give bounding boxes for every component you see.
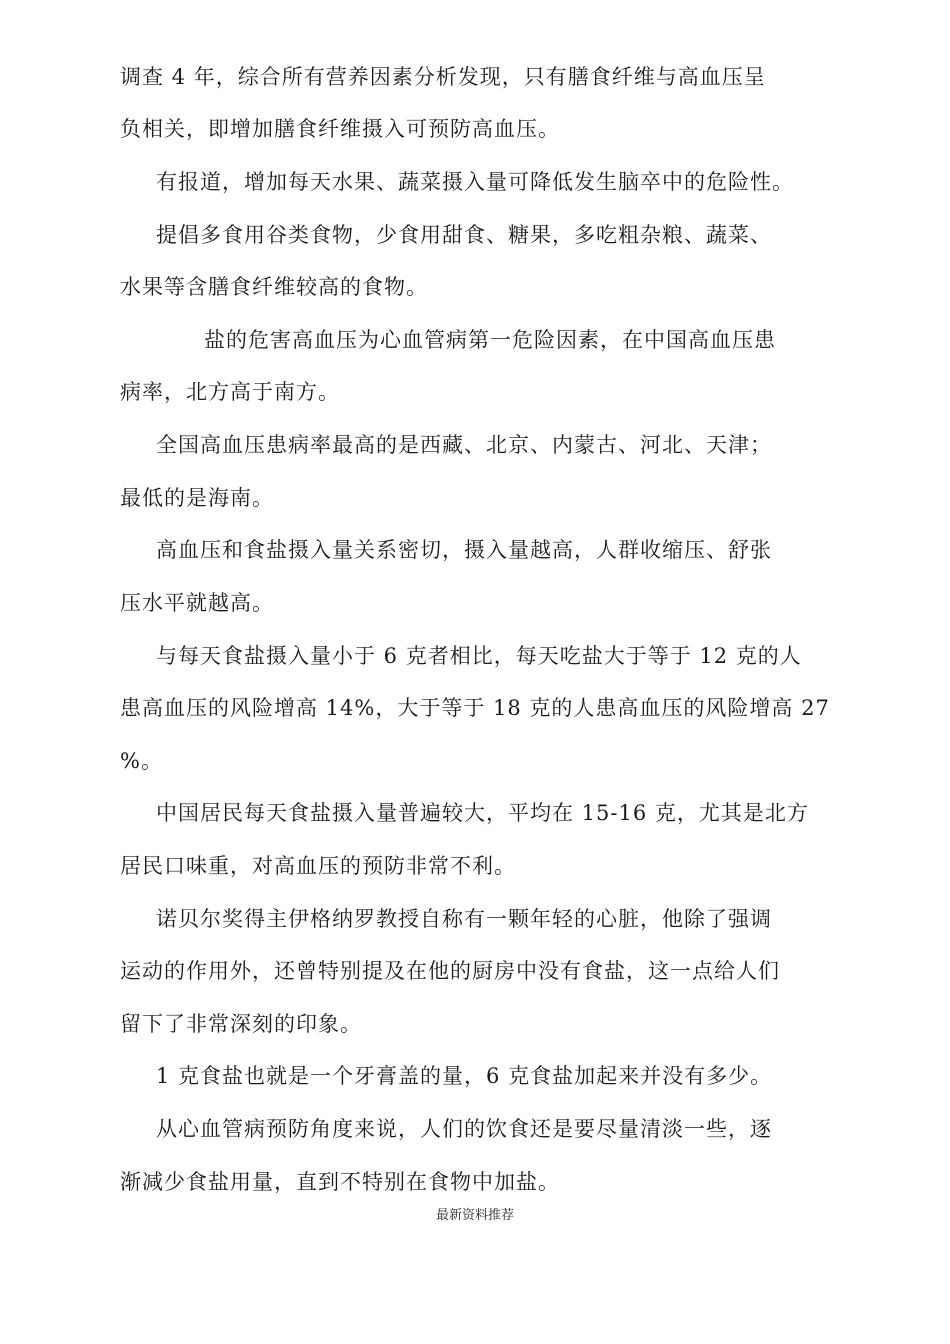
- text-line: 最低的是海南。: [120, 486, 274, 510]
- text-line: 水果等含膳食纤维较高的食物。: [120, 275, 428, 299]
- text-line: 提倡多食用谷类食物，少食用甜食、糖果，多吃粗杂粮、蔬菜、: [156, 223, 772, 247]
- text-line: 留下了非常深刻的印象。: [120, 1012, 362, 1036]
- text-line: 病率，北方高于南方。: [120, 380, 340, 404]
- text-line: 高血压和食盐摄入量关系密切，摄入量越高，人群收缩压、舒张: [156, 538, 772, 562]
- text-line: 压水平就越高。: [120, 591, 274, 615]
- text-line: %。: [120, 749, 163, 773]
- text-line: 全国高血压患病率最高的是西藏、北京、内蒙古、河北、天津；: [156, 433, 772, 457]
- text-line: 渐减少食盐用量，直到不特别在食物中加盐。: [120, 1170, 560, 1194]
- text-line: 1 克食盐也就是一个牙膏盖的量，6 克食盐加起来并没有多少。: [156, 1064, 773, 1088]
- text-line: 居民口味重，对高血压的预防非常不利。: [120, 854, 516, 878]
- text-line: 有报道，增加每天水果、蔬菜摄入量可降低发生脑卒中的危险性。: [156, 170, 794, 194]
- text-line: 调查 4 年，综合所有营养因素分析发现，只有膳食纤维与高血压呈: [120, 65, 766, 89]
- text-line: 中国居民每天食盐摄入量普遍较大，平均在 15-16 克，尤其是北方: [156, 801, 809, 825]
- text-line: 诺贝尔奖得主伊格纳罗教授自称有一颗年轻的心脏，他除了强调: [156, 907, 772, 931]
- text-line: 盐的危害高血压为心血管病第一危险因素，在中国高血压患: [204, 328, 776, 352]
- text-line: 从心血管病预防角度来说，人们的饮食还是要尽量清淡一些，逐: [156, 1117, 772, 1141]
- text-line: 负相关，即增加膳食纤维摄入可预防高血压。: [120, 117, 560, 141]
- page-footer: 最新资料推荐: [435, 1208, 514, 1223]
- text-line: 患高血压的风险增高 14%，大于等于 18 克的人患高血压的风险增高 27: [120, 696, 830, 720]
- text-line: 运动的作用外，还曾特别提及在他的厨房中没有食盐，这一点给人们: [120, 959, 780, 983]
- text-line: 与每天食盐摄入量小于 6 克者相比，每天吃盐大于等于 12 克的人: [156, 644, 802, 668]
